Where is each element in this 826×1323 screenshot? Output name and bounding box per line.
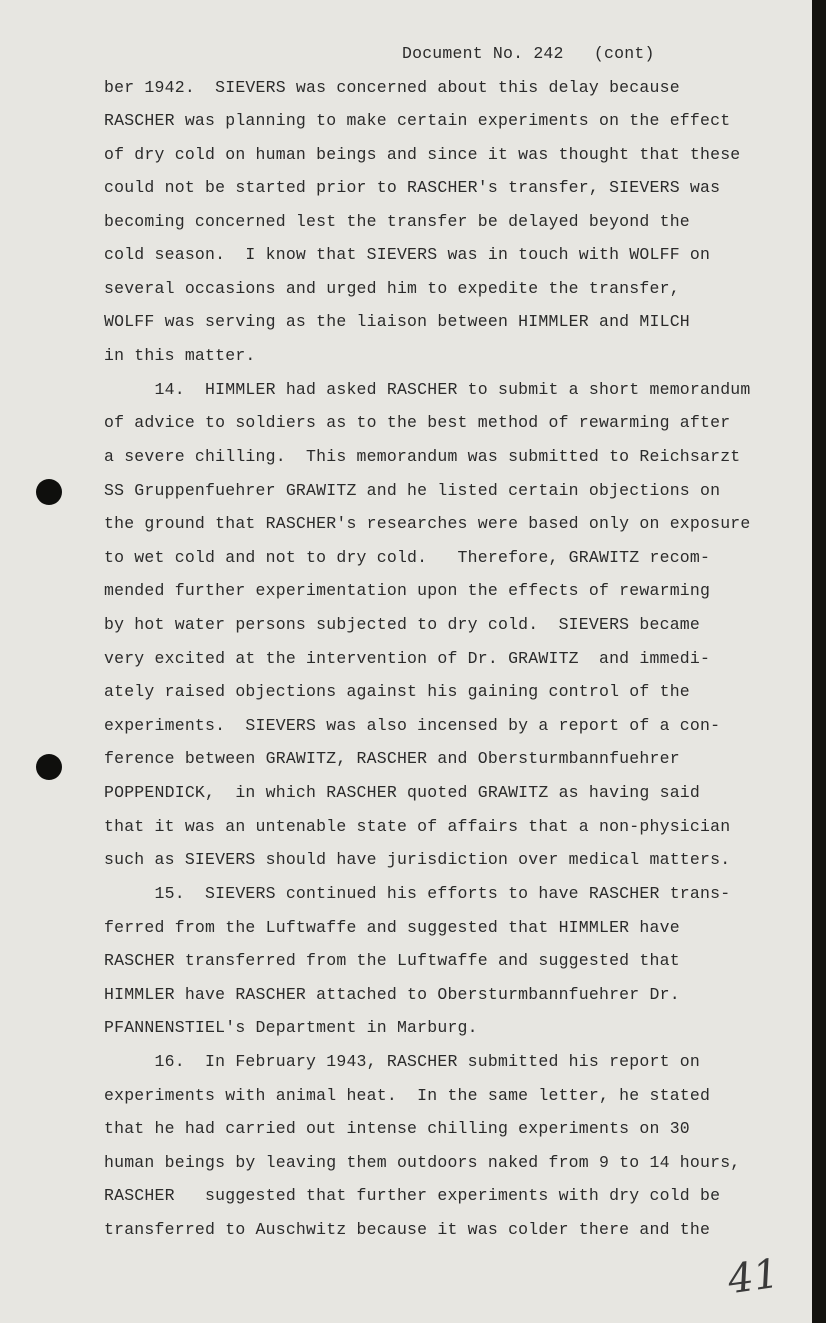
text-line: such as SIEVERS should have jurisdiction over medical matters. [104,850,731,869]
text-line: ber 1942. SIEVERS was concerned about this delay because [104,78,680,97]
punch-hole [36,479,62,505]
text-line: mended further experimentation upon the effects of rewarming [104,581,711,600]
text-line: becoming concerned lest the transfer be delayed beyond the [104,212,690,231]
text-line: SS Gruppenfuehrer GRAWITZ and he listed certain objections on [104,481,721,500]
scan-edge [812,0,826,1323]
text-line: by hot water persons subjected to dry cold. SIEVERS became [104,615,700,634]
text-line: transferred to Auschwitz because it was colder there and the [104,1220,711,1239]
text-line: very excited at the intervention of Dr. GRAWITZ and immedi- [104,649,711,668]
text-line: PFANNENSTIEL's Department in Marburg. [104,1018,478,1037]
paragraph-start: 16. In February 1943, RASCHER submitted his report on [104,1052,700,1071]
text-line: RASCHER was planning to make certain experiments on the effect [104,111,731,130]
text-line: WOLFF was serving as the liaison between HIMMLER and MILCH [104,312,690,331]
text-line: ferred from the Luftwaffe and suggested that HIMMLER have [104,918,680,937]
document-header: Document No. 242 (cont) [402,44,655,63]
text-line: human beings by leaving them outdoors naked from 9 to 14 hours, [104,1153,741,1172]
text-line: RASCHER transferred from the Luftwaffe and suggested that [104,951,680,970]
text-line: to wet cold and not to dry cold. Therefore, GRAWITZ recom- [104,548,711,567]
text-line: experiments. SIEVERS was also incensed by a report of a con- [104,716,721,735]
text-line: could not be started prior to RASCHER's transfer, SIEVERS was [104,178,721,197]
text-line: HIMMLER have RASCHER attached to Obersturmbannfuehrer Dr. [104,985,680,1004]
punch-hole [36,754,62,780]
page-number: 41 [725,1250,782,1304]
text-line: ference between GRAWITZ, RASCHER and Obersturmbannfuehrer [104,749,680,768]
text-line: several occasions and urged him to expedite the transfer, [104,279,680,298]
text-line: of advice to soldiers as to the best method of rewarming after [104,413,731,432]
text-line: the ground that RASCHER's researches were based only on exposure [104,514,751,533]
text-line: in this matter. [104,346,256,365]
text-line: RASCHER suggested that further experiments with dry cold be [104,1186,721,1205]
text-line: that he had carried out intense chilling experiments on 30 [104,1119,690,1138]
paragraph-start: 14. HIMMLER had asked RASCHER to submit a short memorandum [104,380,751,399]
text-line: ately raised objections against his gaining control of the [104,682,690,701]
text-line: cold season. I know that SIEVERS was in touch with WOLFF on [104,245,711,264]
text-line: of dry cold on human beings and since it was thought that these [104,145,741,164]
text-line: experiments with animal heat. In the same letter, he stated [104,1086,711,1105]
paragraph-start: 15. SIEVERS continued his efforts to have RASCHER trans- [104,884,731,903]
text-line: a severe chilling. This memorandum was submitted to Reichsarzt [104,447,741,466]
text-line: POPPENDICK, in which RASCHER quoted GRAWITZ as having said [104,783,700,802]
text-line: that it was an untenable state of affairs that a non-physician [104,817,731,836]
